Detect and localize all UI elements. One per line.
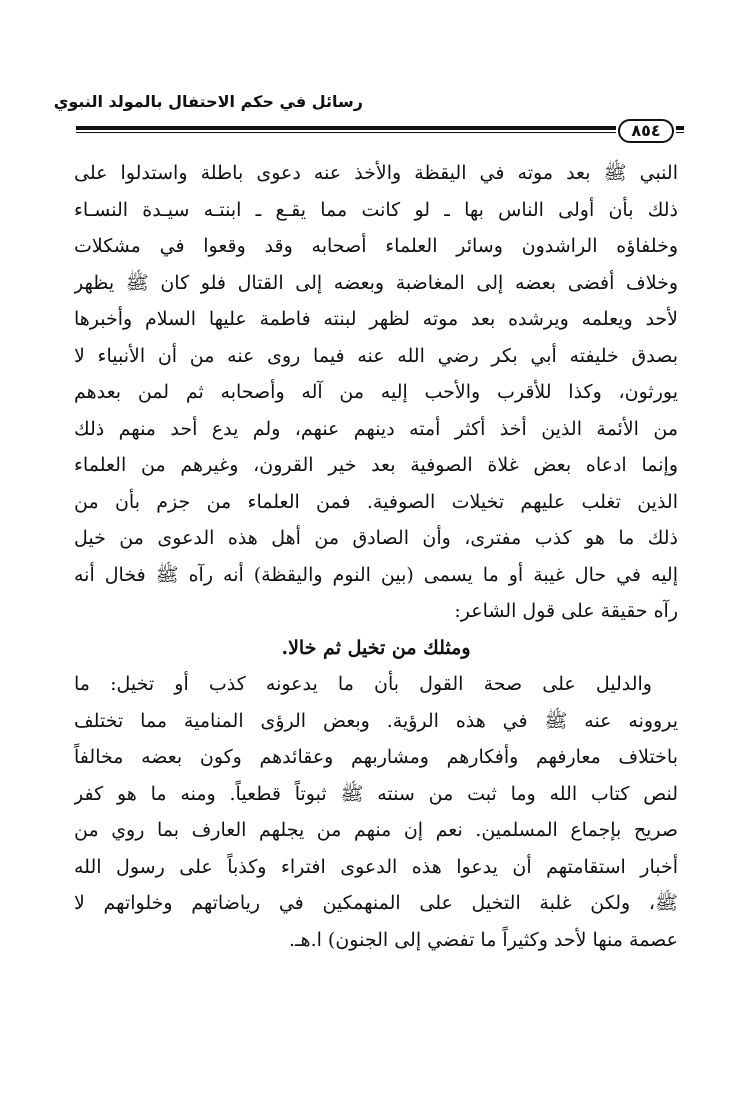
text-line: رآه حقيقة على قول الشاعر: (454, 600, 678, 622)
text-line: باختلاف معارفهم وأفكارهم ومشاربهم وعقائدهم وكون بعضه مخالفاً (74, 746, 678, 768)
text-line: من الأئمة الذين أخذ أكثر أمته دينهم عنهم، ولم يدع أحد منهم ذلك (74, 417, 678, 440)
text-line: لأحد ويعلمه ويرشده بعد موته لظهر لبنته فاطمة عليها السلام وأخبرها (74, 308, 678, 330)
text-line: بصدق خليفته أبي بكر رضي الله عنه فيما روى عنه من أن الأنبياء لا (74, 344, 678, 367)
header-rule-line-right (676, 126, 684, 134)
text-line: الذين تغلب عليهم تخيلات الصوفية. فمن العلماء من جزم بأن من (74, 490, 678, 513)
header-rule (76, 121, 684, 143)
running-header-title: رسائل في حكم الاحتفال بالمولد النبوي (53, 92, 363, 111)
text-line: النبي ﷺ بعد موته في اليقظة والأخذ عنه دعوى باطلة واستدلوا على (74, 162, 678, 184)
header-rule-line-left (76, 126, 616, 134)
text-line: أخبار استقامتهم أن يدعوا هذه الدعوى افتراء وكذباً على رسول الله (74, 855, 678, 878)
text-line: وإنما ادعاه بعض غلاة الصوفية بعد خير القرون، وغيرهم من العلماء (74, 454, 678, 476)
verse-line: ومثلك من تخيل ثم خالا. (281, 636, 471, 659)
text-line: عصمة منها لأحد وكثيراً ما تفضي إلى الجنون) ا.هـ. (288, 928, 678, 951)
text-line: والدليل على صحة القول بأن ما يدعونه كذب أو تخيل: ما (74, 673, 652, 695)
text-line: يورثون، وكذا للأقرب والأحب إليه من آله وأصحابه ثم لمن بعدهم (74, 381, 678, 403)
text-line: ذلك ما هو كذب مفترى، وأن الصادق من أهل هذه الدعوى من خيل (74, 527, 678, 549)
text-line: إليه في حال غيبة أو ما يسمى (بين النوم واليقظة) أنه رآه ﷺ فخال أنه (74, 563, 678, 586)
page-number: ٨٥٤ (618, 119, 674, 143)
text-line: لنص كتاب الله وما ثبت من سنته ﷺ ثبوتاً قطعياً. ومنه ما هو كفر (74, 782, 678, 805)
text-line: ذلك بأن أولى الناس بها ـ لو كانت مما يقـع ـ ابنتـه سيـدة النسـاء (74, 198, 678, 221)
text-line: وخلاف أفضى بعضه إلى المغاضبة وبعضه إلى القتال فلو كان ﷺ يظهر (74, 271, 678, 294)
body-text (74, 155, 678, 958)
text-line: صريح بإجماع المسلمين. نعم إن منهم من يجلهم العارف بما روي من (74, 819, 678, 841)
text-line: ﷺ، ولكن غلبة التخيل على المنهمكين في رياضاتهم وخلواتهم لا (74, 892, 678, 914)
text-line: وخلفاؤه الراشدون وسائر العلماء أصحابه وقد وقعوا في مشكلات (74, 235, 678, 257)
text-line: يروونه عنه ﷺ في هذه الرؤية. وبعض الرؤى المنامية مما تختلف (74, 709, 678, 732)
